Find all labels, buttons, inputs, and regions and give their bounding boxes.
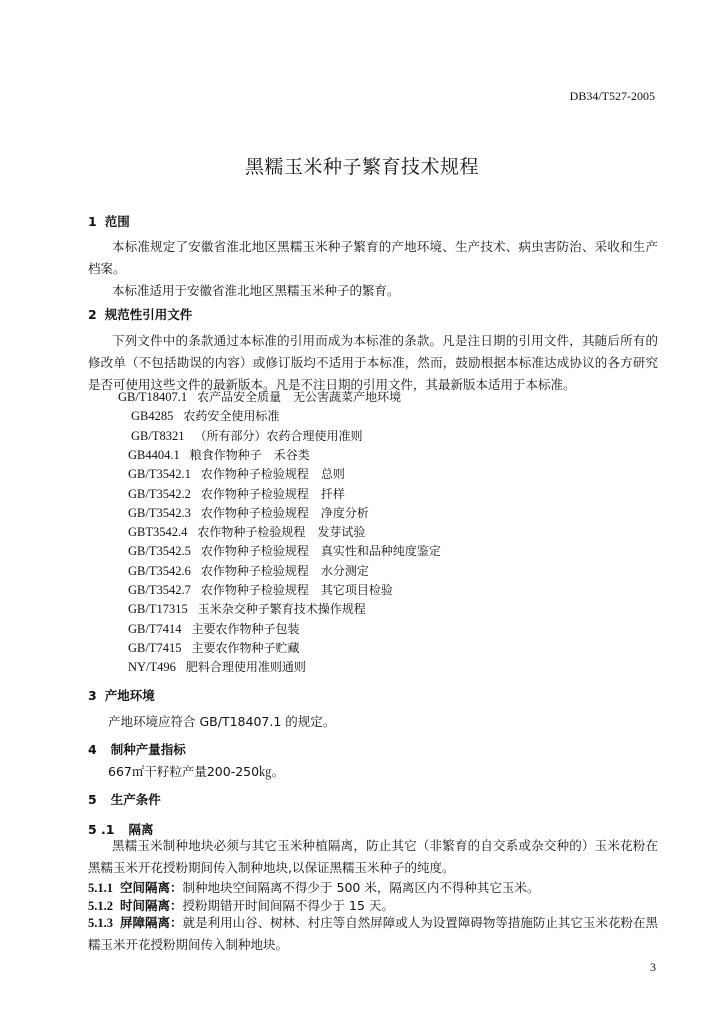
section-3-para-1: 产地环境应符合 GB/T18407.1 的规定。: [108, 714, 336, 729]
reference-code: GB/T3542.3: [128, 506, 191, 520]
reference-code: GB/T3542.1: [128, 467, 191, 481]
reference-item: [128, 542, 441, 559]
reference-item: [128, 446, 310, 463]
document-code: DB34/T527-2005: [569, 89, 655, 103]
section-5-1-3: [88, 912, 658, 956]
reference-code: GB/T8321: [131, 429, 185, 443]
reference-code: GB/T7414: [128, 622, 182, 636]
section-1-para-2: 本标准适用于安徽省淮北地区黑糯玉米种子的繁育。: [112, 283, 400, 298]
section-number: 1: [88, 214, 97, 229]
reference-item: [128, 639, 300, 656]
section-number: 3: [88, 688, 97, 703]
reference-item: [128, 581, 393, 598]
section-4-para-1: 667㎡干籽粒产量200-250㎏。: [108, 764, 285, 779]
section-title: 生产条件: [110, 792, 161, 807]
section-title: 隔离: [128, 822, 154, 837]
subsection-label: 空间隔离：: [120, 880, 183, 895]
reference-code: GB/T3542.2: [128, 487, 191, 501]
section-number: 2: [88, 307, 97, 322]
reference-title: 农产品安全质量 无公害蔬菜产地环境: [197, 390, 402, 404]
reference-code: GB/T18407.1: [118, 390, 188, 404]
reference-title: 农作物种子检验规程 扦样: [200, 487, 345, 501]
reference-item: [128, 485, 345, 502]
page-number: 3: [650, 960, 656, 974]
subsection-text: 授粉期错开时间间隔不得少于 15 天。: [182, 898, 394, 913]
reference-item: [131, 427, 363, 444]
reference-item: [128, 523, 365, 540]
section-3-heading: [88, 686, 155, 704]
reference-code: GB/T3542.5: [128, 544, 191, 558]
subsection-text: 就是利用山谷、树林、村庄等自然屏障或人为设置障碍物等措施防止其它玉米花粉在黑糯玉米开花授粉期间传入制种地块。: [88, 915, 658, 952]
section-number: 5: [88, 792, 97, 807]
reference-code: GB4285: [131, 409, 174, 423]
reference-item: [118, 388, 401, 405]
reference-title: 农作物种子检验规程 发芽试验: [197, 525, 366, 539]
reference-item: [128, 600, 366, 617]
reference-item: [128, 465, 345, 482]
reference-title: 农药安全使用标准: [183, 409, 280, 423]
reference-code: GB4404.1: [128, 448, 180, 462]
section-4-heading: [88, 740, 186, 758]
section-title: 制种产量指标: [110, 742, 186, 757]
reference-code: GB/T7415: [128, 641, 182, 655]
reference-code: GB/T17315: [128, 602, 188, 616]
section-2-heading: [88, 305, 192, 323]
reference-title: （所有部分）农药合理使用准则: [194, 429, 363, 443]
section-2-para-1: 下列文件中的条款通过本标准的引用而成为本标准的条款。凡是注日期的引用文件，其随后所有的修改单（不包括勘误的内容）或修订版均不适用于本标准，然而，鼓励根据本标准达成协议的各方研究是否可使用这些文件的最新版本。凡是不注日期的引用文件，其最新版本适用于本标准。: [88, 333, 658, 392]
reference-code: NY/T496: [128, 660, 176, 674]
section-title: 产地环境: [104, 688, 155, 703]
subsection-number: 5.1.1: [88, 881, 113, 895]
reference-item: [128, 562, 369, 579]
section-1-heading: [88, 212, 130, 230]
subsection-number: 5.1.2: [88, 899, 113, 913]
section-1-para-1: 本标准规定了安徽省淮北地区黑糯玉米种子繁育的产地环境、生产技术、病虫害防治、采收和生产档案。: [88, 239, 658, 276]
reference-code: GB/T3542.6: [128, 564, 191, 578]
subsection-label: 时间隔离：: [120, 898, 183, 913]
subsection-text: 制种地块空间隔离不得少于 500 米，隔离区内不得种其它玉米。: [182, 880, 540, 895]
reference-code: GBT3542.4: [128, 525, 188, 539]
section-number: 4: [88, 742, 97, 757]
reference-title: 农作物种子检验规程 水分测定: [200, 564, 369, 578]
section-number: 5 .1: [88, 822, 115, 837]
section-5-1-para: 黑糯玉米制种地块必须与其它玉米种植隔离，防止其它（非繁育的自交系或杂交种的）玉米花粉在黑糯玉米开花授粉期间传入制种地块,以保证黑糯玉米种子的纯度。: [88, 838, 658, 875]
reference-title: 主要农作物种子贮藏: [191, 641, 300, 655]
reference-title: 农作物种子检验规程 净度分析: [200, 506, 369, 520]
reference-title: 农作物种子检验规程 其它项目检验: [200, 583, 393, 597]
section-5-1-1: [88, 878, 539, 896]
subsection-label: 屏障隔离：: [120, 915, 183, 930]
section-title: 范围: [104, 214, 130, 229]
section-5-heading: [88, 790, 161, 808]
subsection-number: 5.1.3: [88, 916, 113, 930]
reference-code: GB/T3542.7: [128, 583, 191, 597]
reference-title: 农作物种子检验规程 总则: [200, 467, 345, 481]
reference-item: [128, 504, 369, 521]
section-title: 规范性引用文件: [104, 307, 193, 322]
reference-title: 肥料合理使用准则通则: [185, 660, 306, 674]
page-title: 黑糯玉米种子繁育技术规程: [244, 156, 479, 178]
reference-item: [131, 407, 279, 424]
reference-item: [128, 620, 300, 637]
reference-title: 粮食作物种子 禾谷类: [189, 448, 310, 462]
reference-title: 农作物种子检验规程 真实性和品种纯度鉴定: [200, 544, 441, 558]
reference-title: 玉米杂交种子繁育技术操作规程: [197, 602, 366, 616]
reference-item: [128, 658, 306, 675]
reference-title: 主要农作物种子包装: [191, 622, 300, 636]
